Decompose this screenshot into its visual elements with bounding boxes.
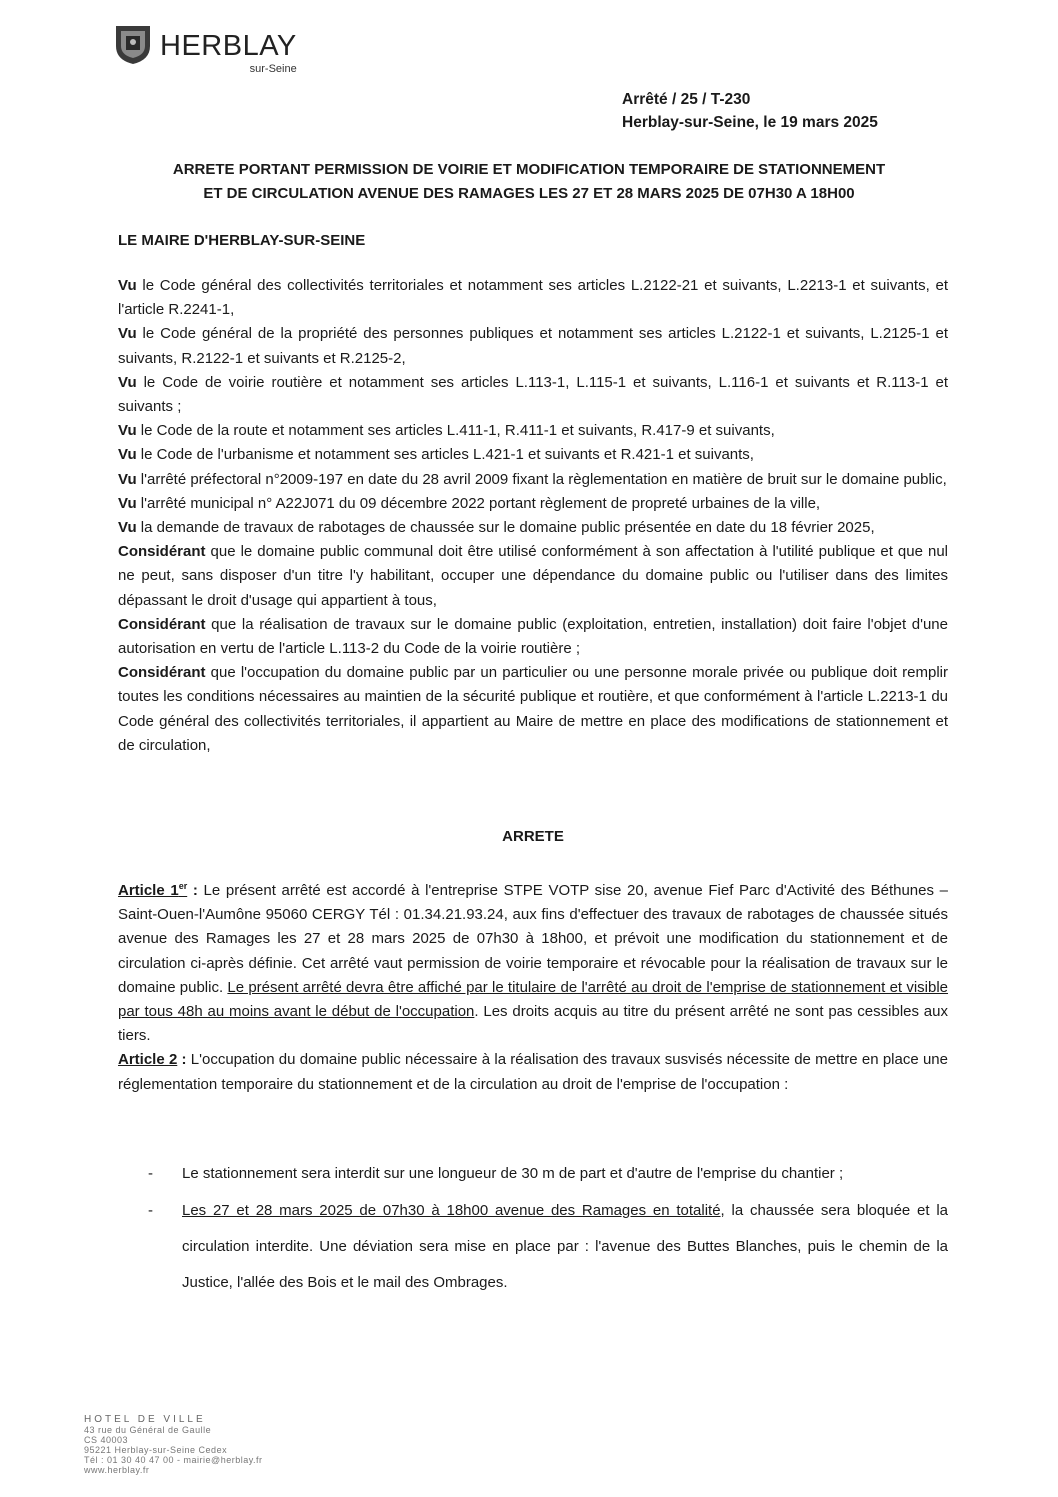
reference-block [622, 88, 878, 134]
arrete-heading: ARRETE [502, 828, 564, 845]
list-item: - Le stationnement sera interdit sur une longueur de 30 m de part et d'autre de l'emprise du chantier ; [148, 1165, 844, 1182]
title-line-1: ARRETE PORTANT PERMISSION DE VOIRIE ET MODIFICATION TEMPORAIRE DE STATIONNEMENT [172, 161, 886, 178]
herblay-logo [112, 22, 297, 75]
list-item: - Les 27 et 28 mars 2025 de 07h30 à 18h00 avenue des Ramages en totalité, la chaussée sera bloquée et la circulation interdite. Une déviation sera mise en place par : l'avenue des Buttes Blanches, puis le chemin de la Justice, l'allée des Bois et le mail des Ombrages. [148, 1202, 949, 1291]
measures-list [148, 1156, 948, 1302]
crest-icon [112, 22, 154, 66]
articles-section [118, 874, 948, 1097]
considerant-paragraph: Considérant que l'occupation du domaine public par un particulier ou une personne morale privée ou publique doit remplir toutes les conditions nécessaires au maintien de la sécurité publique et routière, et que conformément à l'article L.2213-1 du Code général des collectivités territoriales, il appartient au Maire de mettre en place des modifications de stationnement et de circulation, [118, 664, 948, 754]
maire-heading: LE MAIRE D'HERBLAY-SUR-SEINE [118, 232, 366, 249]
visa-paragraph: Vu le Code de la route et notamment ses articles L.411-1, R.411-1 et suivants, R.417-9 et suivants, [118, 422, 775, 440]
article-2-label: Article 2 [118, 1051, 178, 1069]
arrete-reference: Arrêté / 25 / T-230 [622, 91, 751, 108]
document-title [110, 158, 948, 206]
visa-paragraph: Vu le Code de voirie routière et notamment ses articles L.113-1, L.115-1 et suivants, L.116-1 et suivants et R.113-1 et suivants ; [118, 373, 948, 416]
article-1-label: Article 1er [118, 881, 188, 899]
visa-paragraph: Vu l'arrêté préfectoral n°2009-197 en date du 28 avril 2009 fixant la règlementation en matière de bruit sur le domaine public, [118, 470, 947, 488]
logo-subtitle: sur-Seine [249, 63, 297, 75]
visa-paragraph: Vu le Code général de la propriété des personnes publiques et notamment ses articles L.2122-1 et suivants, L.2125-1 et suivants, R.2122-1 et suivants et R.2125-2, [118, 325, 948, 367]
visa-paragraph: Vu la demande de travaux de rabotages de chaussée sur le domaine public présentée en date du 18 février 2025, [118, 519, 875, 537]
considerant-paragraph: Considérant que le domaine public communal doit être utilisé conformément à son affectation à l'utilité publique et que nul ne peut, sans disposer d'un titre l'y habilitant, occuper une dépendance du domaine public ou l'utiliser dans des limites dépassant le droit d'usage qui appartient à tous, [118, 543, 948, 609]
article-1-notice: Le présent arrêté devra être affiché par le titulaire de l'arrêté au droit de l'emprise de stationnement et visible par tous 48h au moins avant le début de l'occupation [118, 978, 949, 1021]
visa-paragraph: Vu le Code général des collectivités territoriales et notamment ses articles L.2122-21 et suivants, L.2213-1 et suivants, et l'article R.2241-1, [118, 277, 948, 319]
visa-paragraph: Vu l'arrêté municipal n° A22J071 du 09 décembre 2022 portant règlement de propreté urbaines de la ville, [118, 494, 821, 512]
footer-address: HOTEL DE VILLE 43 rue du Général de Gaulle CS 40003 95221 Herblay-sur-Seine Cedex Tél : 01 30 40 47 00 - mairie@herblay.fr www.herblay.fr [84, 1414, 263, 1475]
visa-paragraph: Vu le Code de l'urbanisme et notamment ses articles L.421-1 et suivants et R.421-1 et suivants, [118, 446, 754, 464]
article-2: Article 2 : L'occupation du domaine public nécessaire à la réalisation des travaux susvisés nécessite de mettre en place une réglementation temporaire du stationnement et de la circulation au droit de l'emprise de l'occupation : [118, 1051, 948, 1093]
title-line-2: ET DE CIRCULATION AVENUE DES RAMAGES LES 27 ET 28 MARS 2025 DE 07H30 A 18H00 [203, 185, 855, 202]
article-1: Article 1er : Le présent arrêté est accordé à l'entreprise STPE VOTP sise 20, avenue Fief Parc d'Activité des Béthunes – Saint-Ouen-l'Aumône 95060 CERGY Tél : 01.34.21.93.24, aux fins d'effectuer des travaux de rabotages de chaussée situés avenue des Ramages les 27 et 28 mars 2025 de 07h30 à 18h00, et prévoit une modification du stationnement et de circulation ci-après définie. Cet arrêté vaut permission de voirie temporaire et révocable pour la réalisation de travaux sur le domaine public. Le présent arrêté devra être affiché par le titulaire de l'arrêté au droit de l'emprise de stationnement et visible par tous 48h au moins avant le début de l'occupation. Les droits acquis au titre du présent arrêté ne sont pas cessibles aux tiers. [118, 881, 949, 1045]
logo-name: HERBLAY [160, 30, 297, 62]
place-date: Herblay-sur-Seine, le 19 mars 2025 [622, 114, 878, 131]
visas-section [118, 274, 948, 758]
considerant-paragraph: Considérant que la réalisation de travaux sur le domaine public (exploitation, entretien, installation) doit faire l'objet d'une autorisation en vertu de l'article L.113-2 du Code de la voirie routière ; [118, 615, 948, 658]
